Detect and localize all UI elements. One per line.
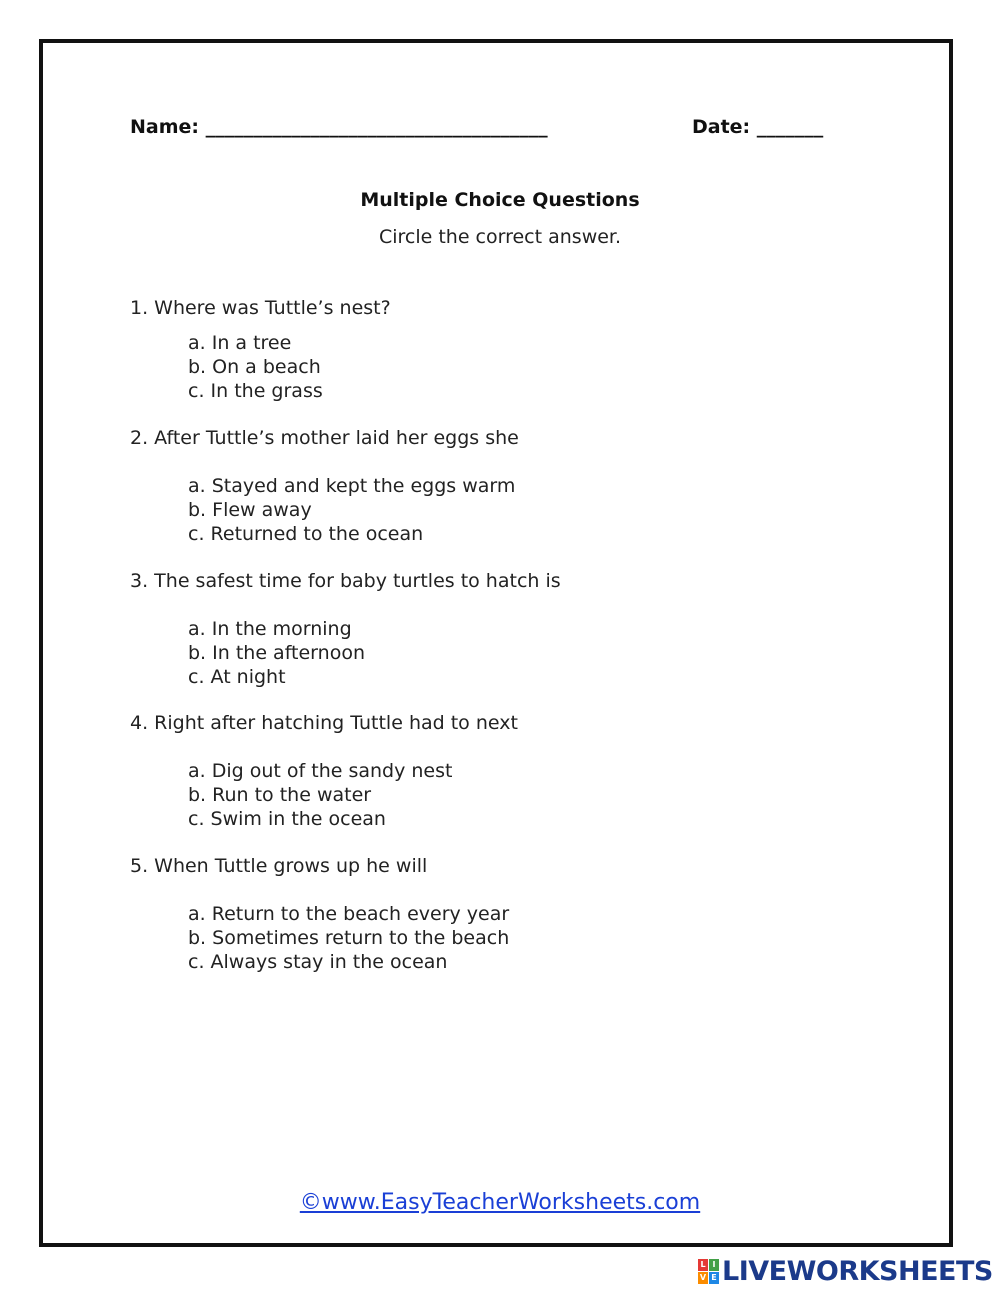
- answer-option[interactable]: b. Run to the water: [188, 784, 372, 806]
- answer-option[interactable]: b. Sometimes return to the beach: [188, 927, 510, 949]
- instructions: Circle the correct answer.: [378, 226, 622, 248]
- logo-block: E: [709, 1272, 719, 1284]
- date-field[interactable]: Date: _______: [692, 116, 824, 138]
- question-1-options: [188, 331, 323, 403]
- question-2-options: [188, 474, 515, 546]
- question-3-prompt: 3. The safest time for baby turtles to hatch is: [130, 570, 561, 592]
- brand-text: LIVEWORKSHEETS: [722, 1255, 993, 1287]
- question-2-prompt: 2. After Tuttle’s mother laid her eggs she: [130, 427, 519, 449]
- question-1-prompt: 1. Where was Tuttle’s nest?: [130, 297, 391, 319]
- liveworksheets-brand[interactable]: [698, 1256, 993, 1286]
- answer-option[interactable]: c. At night: [188, 666, 286, 688]
- answer-option[interactable]: c. In the grass: [188, 380, 323, 402]
- answer-option[interactable]: a. In a tree: [188, 332, 292, 354]
- question-5-prompt: 5. When Tuttle grows up he will: [130, 855, 428, 877]
- answer-option[interactable]: b. On a beach: [188, 356, 321, 378]
- page-title: Multiple Choice Questions: [360, 189, 640, 211]
- worksheet-border: [39, 39, 953, 1247]
- answer-option[interactable]: a. In the morning: [188, 618, 352, 640]
- header-row: [130, 116, 870, 138]
- question-3-options: [188, 617, 365, 689]
- answer-option[interactable]: b. In the afternoon: [188, 642, 365, 664]
- answer-option[interactable]: a. Stayed and kept the eggs warm: [188, 475, 516, 497]
- logo-block: L: [698, 1259, 708, 1271]
- logo-block: V: [699, 1272, 707, 1282]
- question-5-options: [188, 902, 509, 974]
- answer-option[interactable]: a. Dig out of the sandy nest: [188, 760, 453, 782]
- logo-block: I: [709, 1259, 719, 1271]
- answer-option[interactable]: c. Swim in the ocean: [188, 808, 386, 830]
- answer-option[interactable]: c. Returned to the ocean: [188, 523, 424, 545]
- answer-option[interactable]: c. Always stay in the ocean: [188, 951, 448, 973]
- question-4-prompt: 4. Right after hatching Tuttle had to next: [130, 712, 518, 734]
- source-link[interactable]: ©www.EasyTeacherWorksheets.com: [299, 1190, 701, 1215]
- question-4-options: [188, 759, 452, 831]
- liveworksheets-logo-icon: [698, 1259, 719, 1284]
- answer-option[interactable]: b. Flew away: [188, 499, 312, 521]
- name-field[interactable]: Name: ____________________________________: [130, 116, 548, 138]
- answer-option[interactable]: a. Return to the beach every year: [188, 903, 510, 925]
